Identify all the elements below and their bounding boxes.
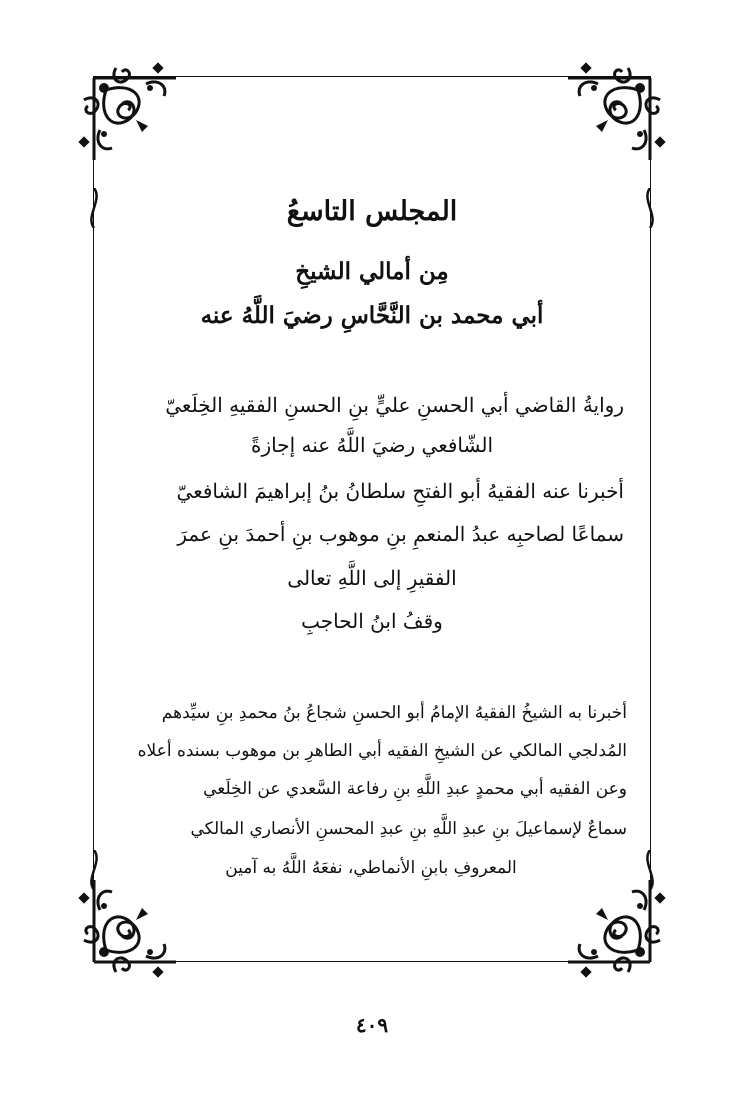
corner-ornament-top-left xyxy=(76,60,186,170)
side-ornament-right-top xyxy=(641,188,659,228)
chain-line: أخبرنا عنه الفقيهُ أبو الفتحِ سلطانُ بنُ إبراهيمَ الشافعيّ xyxy=(176,479,624,503)
chain-line: روايةُ القاضي أبي الحسنِ عليٍّ بنِ الحسنِ الفقيهِ الخِلَعيّ xyxy=(165,393,624,417)
chain-line: وقفُ ابنُ الحاجبِ xyxy=(301,609,443,633)
body-line: المُدلجي المالكي عن الشيخِ الفقيه أبي الطاهرِ بن موهوب بسنده أعلاه xyxy=(137,741,627,761)
side-ornament-left-bottom xyxy=(85,850,103,890)
corner-ornament-top-right xyxy=(558,60,668,170)
chain-line: الشّافعي رضيَ اللَّهُ عنه إجازةً xyxy=(250,433,494,457)
body-line: أخبرنا به الشيخُ الفقيهُ الإمامُ أبو الحسنِ شجاعُ بنُ محمدِ بنِ سيِّدهم xyxy=(161,703,627,723)
chapter-heading: المجلس التاسعُ xyxy=(286,196,458,227)
chain-line: سماعًا لصاحبِه عبدُ المنعمِ بنِ موهوب بنِ أحمدَ بنِ عمرَ xyxy=(177,522,624,546)
body-line: وعن الفقيه أبي محمدٍ عبدِ اللَّهِ بنِ رفاعة السَّعدي عن الخِلَعي xyxy=(203,779,627,799)
subtitle-line-1: مِن أمالي الشيخِ xyxy=(295,258,449,285)
side-ornament-right-bottom xyxy=(641,850,659,890)
page-number: ٤٠٩ xyxy=(355,1013,389,1037)
side-ornament-left-top xyxy=(85,188,103,228)
body-line: المعروفِ بابنِ الأنماطي، نفعَهُ اللَّهُ به آمين xyxy=(225,858,517,878)
chain-line: الفقيرِ إلى اللَّهِ تعالى xyxy=(287,566,457,590)
body-line: سماعٌ لإسماعيلَ بنِ عبدِ اللَّهِ بنِ عبدِ المحسنِ الأنصاري المالكي xyxy=(190,819,627,839)
subtitle-line-2: أبي محمد بن النَّحَّاسِ رضيَ اللَّهُ عنه xyxy=(200,302,544,329)
